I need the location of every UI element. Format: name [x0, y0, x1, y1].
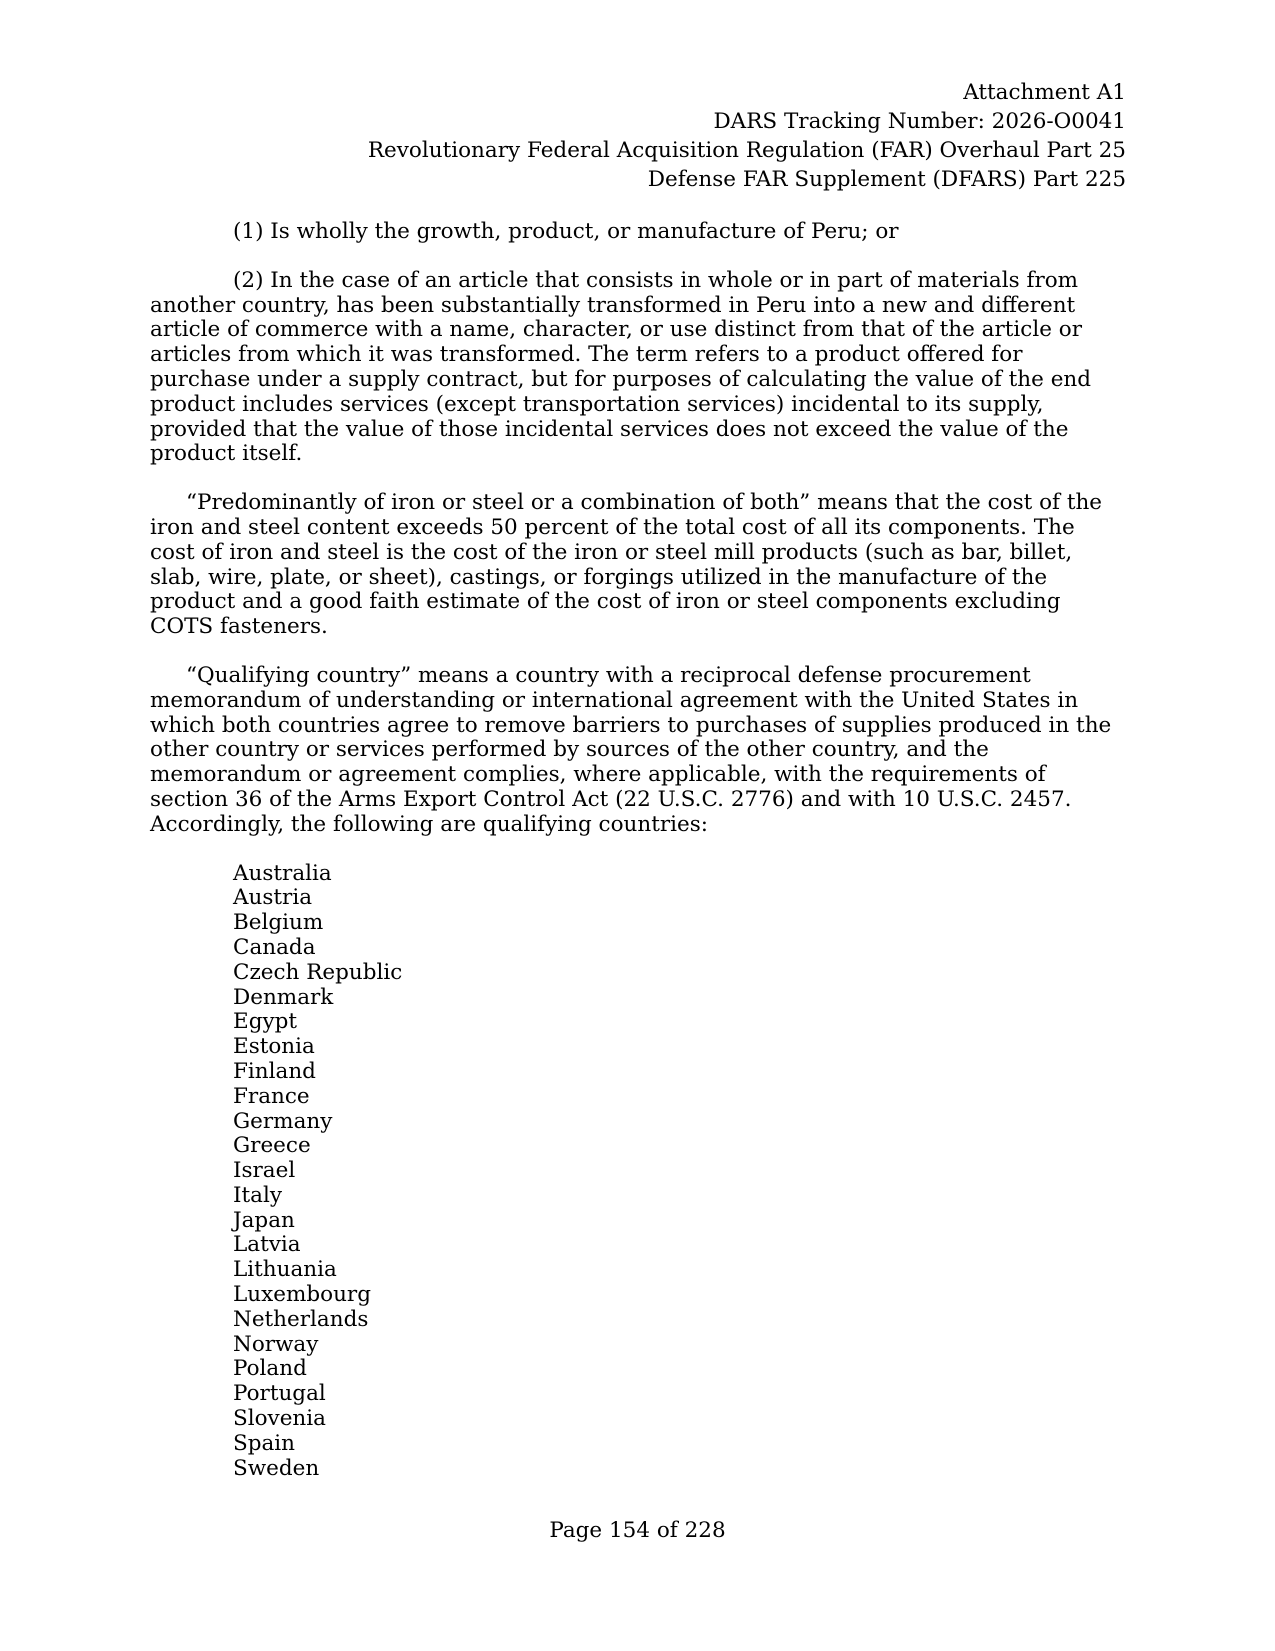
list-item: Canada — [233, 934, 316, 960]
list-item: Lithuania — [233, 1257, 337, 1283]
list-item: France — [233, 1083, 310, 1109]
paragraph-item-1: (1) Is wholly the growth, product, or manufacture of Peru; or — [233, 219, 899, 244]
list-item: Japan — [233, 1207, 295, 1233]
page-number: Page 154 of 228 — [549, 1518, 726, 1543]
list-item: Denmark — [233, 984, 334, 1010]
list-item: Czech Republic — [233, 959, 403, 985]
list-item: Sweden — [233, 1455, 320, 1481]
list-item: Egypt — [233, 1009, 298, 1035]
header-far-part: Revolutionary Federal Acquisition Regulation (FAR) Overhaul Part 25 — [367, 138, 1126, 163]
page-header — [368, 78, 1126, 194]
list-item: Austria — [233, 885, 313, 911]
definition-predominantly-iron-steel: “Predominantly of iron or steel or a combination of both” means that the cost of the iron and steel content exceeds 50 percent of the total cost of all its components. The cost of iron and steel is the cost of the iron or steel mill products (such as bar, billet, slab, wire, plate, or sheet), castings, or forgings utilized in the manufacture of the product and a good faith estimate of the cost of iron or steel components excluding COTS fasteners. — [150, 490, 1103, 640]
header-attachment: Attachment A1 — [963, 80, 1126, 105]
list-item: Estonia — [233, 1034, 315, 1060]
list-item: Slovenia — [233, 1406, 326, 1432]
list-item: Latvia — [233, 1232, 301, 1258]
list-item: Greece — [233, 1133, 311, 1159]
list-item: Italy — [233, 1182, 282, 1208]
list-item: Israel — [233, 1158, 296, 1184]
list-item: Spain — [233, 1430, 296, 1456]
qualifying-countries-list — [150, 862, 1125, 1482]
paragraph-item-2: (2) In the case of an article that consists in whole or in part of materials from another country, has been substantially transformed in Peru into a new and different article of commerce with a name, character, or use distinct from that of the article or articles from which it was transformed. The term refers to a product offered for purchase under a supply contract, but for purposes of calculating the value of the end product includes services (except transportation services) incidental to its supply, provided that the value of those incidental services does not exceed the value of the product itself. — [150, 267, 1092, 467]
list-item: Finland — [233, 1058, 316, 1084]
list-item: Luxembourg — [233, 1282, 371, 1308]
list-item: Portugal — [233, 1381, 326, 1407]
header-dfars-part: Defense FAR Supplement (DFARS) Part 225 — [647, 167, 1126, 192]
list-item: Norway — [233, 1331, 319, 1357]
list-item: Poland — [233, 1356, 307, 1382]
header-tracking-number: DARS Tracking Number: 2026-O0041 — [713, 109, 1126, 134]
list-item: Germany — [233, 1108, 333, 1134]
list-item: Netherlands — [233, 1306, 369, 1332]
list-item: Belgium — [233, 910, 324, 936]
definition-qualifying-country: “Qualifying country” means a country with a reciprocal defense procurement memorandum of understanding or international agreement with the United States in which both countries agree to remove barriers to purchases of supplies produced in the other country or services performed by sources of the other country, and the memorandum or agreement complies, where applicable, with the requirements of section 36 of the Arms Export Control Act (22 U.S.C. 2776) and with 10 U.S.C. 2457. Accordingly, the following are qualifying countries: — [150, 662, 1112, 837]
document-body — [150, 220, 1125, 1481]
list-item: Australia — [233, 860, 332, 886]
